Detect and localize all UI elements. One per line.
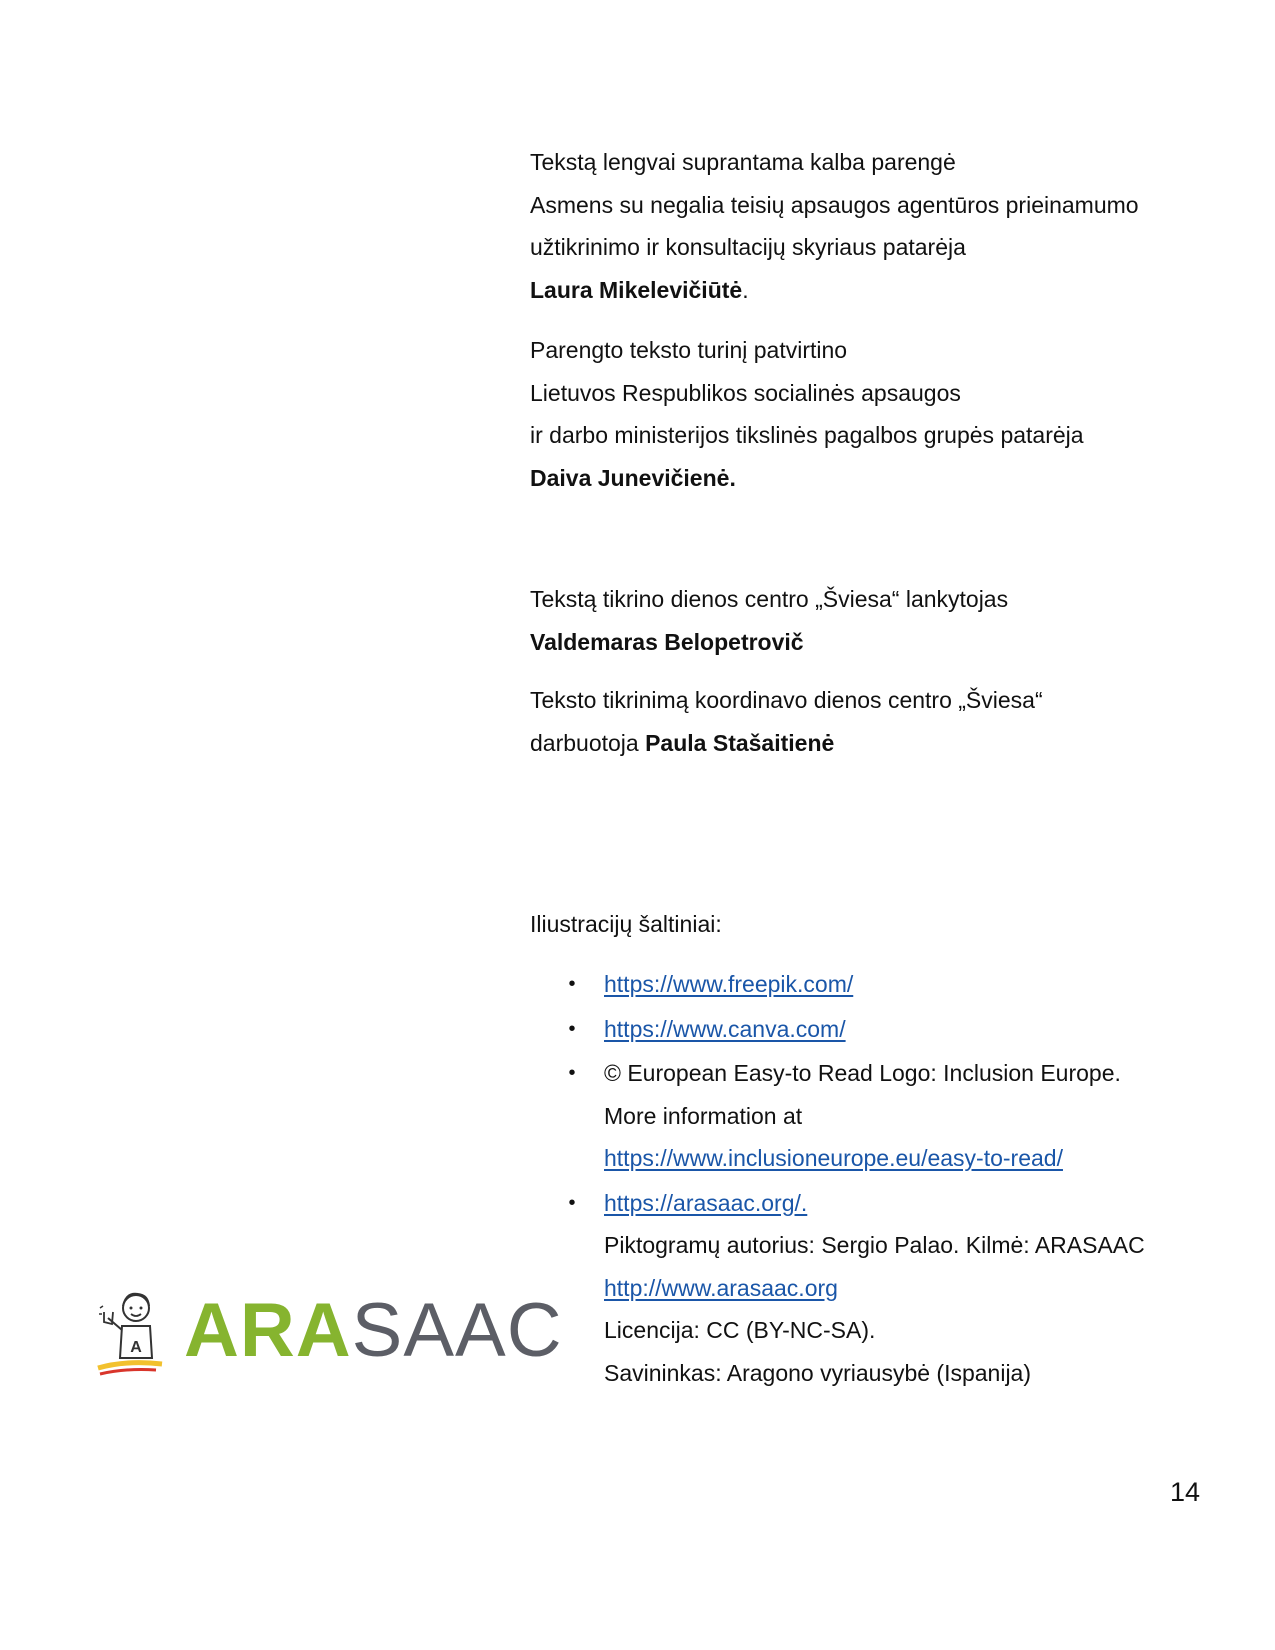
preparer-name: Laura Mikelevičiūtė (530, 276, 743, 303)
license-text: Licencija: CC (BY-NC-SA). (604, 1317, 876, 1343)
sources-list (530, 963, 1230, 1396)
preparer-credits (530, 141, 1210, 311)
preparer-line-1: Tekstą lengvai suprantama kalba parengė (530, 149, 956, 175)
sources-heading (530, 903, 1210, 946)
arasaac-link[interactable]: https://arasaac.org/. (604, 1189, 808, 1216)
logo-badge-letter: A (130, 1339, 142, 1356)
coordinator-name-line (530, 722, 1210, 765)
bullet-icon: • (568, 1017, 576, 1040)
checker-line-1: Tekstą tikrino dienos centro „Šviesa“ lankytojas (530, 586, 1009, 612)
arasaac-logo (96, 1284, 563, 1380)
inclusion-europe-link[interactable]: https://www.inclusioneurope.eu/easy-to-read/ (604, 1145, 1063, 1171)
bullet-icon: • (568, 1191, 576, 1214)
coordinator-credits (530, 679, 1210, 764)
freepik-link[interactable]: https://www.freepik.com/ (604, 971, 854, 997)
bullet-icon: • (568, 973, 576, 995)
preparer-name-period: . (742, 276, 749, 303)
approval-line-2: Lietuvos Respublikos socialinės apsaugos (530, 379, 961, 406)
page-number: 14 (1170, 1477, 1201, 1507)
coordinator-name: Paula Stašaitienė (645, 729, 835, 756)
approval-name-line (530, 457, 1210, 500)
pictogram-author: Piktogramų autorius: Sergio Palao. Kilmė: ARASAAC (604, 1232, 1145, 1258)
approval-line-1: Parengto teksto turinį patvirtino (530, 337, 848, 363)
owner-text: Savininkas: Aragono vyriausybė (Ispanija) (604, 1359, 1032, 1386)
list-item (530, 1008, 1230, 1051)
list-item (530, 1052, 1230, 1180)
bullet-icon: • (568, 1062, 576, 1084)
list-item (530, 1182, 1230, 1395)
list-item (530, 963, 1230, 1006)
checker-name: Valdemaras Belopetrovič (530, 628, 804, 655)
arasaac-wordmark (184, 1288, 563, 1374)
easy-read-more-info: More information at (604, 1102, 803, 1129)
arasaac-figure-icon (96, 1284, 168, 1380)
checker-credits (530, 578, 1210, 663)
approval-name-period: . (729, 464, 736, 491)
preparer-name-line (530, 269, 1210, 312)
wordmark-grey: SAAC (351, 1288, 563, 1373)
sources-heading-text: Iliustracijų šaltiniai: (530, 911, 722, 937)
approval-line-3: ir darbo ministerijos tikslinės pagalbos grupės patarėja (530, 422, 1084, 448)
preparer-line-2: Asmens su negalia teisių apsaugos agentūros prieinamumo (530, 191, 1139, 218)
coordinator-line-1: Teksto tikrinimą koordinavo dienos centro „Šviesa“ (530, 687, 1043, 713)
approval-credits (530, 329, 1210, 499)
wordmark-green: ARA (184, 1288, 352, 1373)
arasaac-org-link[interactable]: http://www.arasaac.org (604, 1274, 838, 1301)
preparer-line-3: užtikrinimo ir konsultacijų skyriaus patarėja (530, 234, 966, 260)
approval-name: Daiva Junevičienė (530, 464, 730, 491)
coordinator-prefix: darbuotoja (530, 729, 646, 756)
easy-read-copyright: © European Easy-to Read Logo: Inclusion Europe. (604, 1060, 1121, 1086)
canva-link[interactable]: https://www.canva.com/ (604, 1015, 846, 1042)
